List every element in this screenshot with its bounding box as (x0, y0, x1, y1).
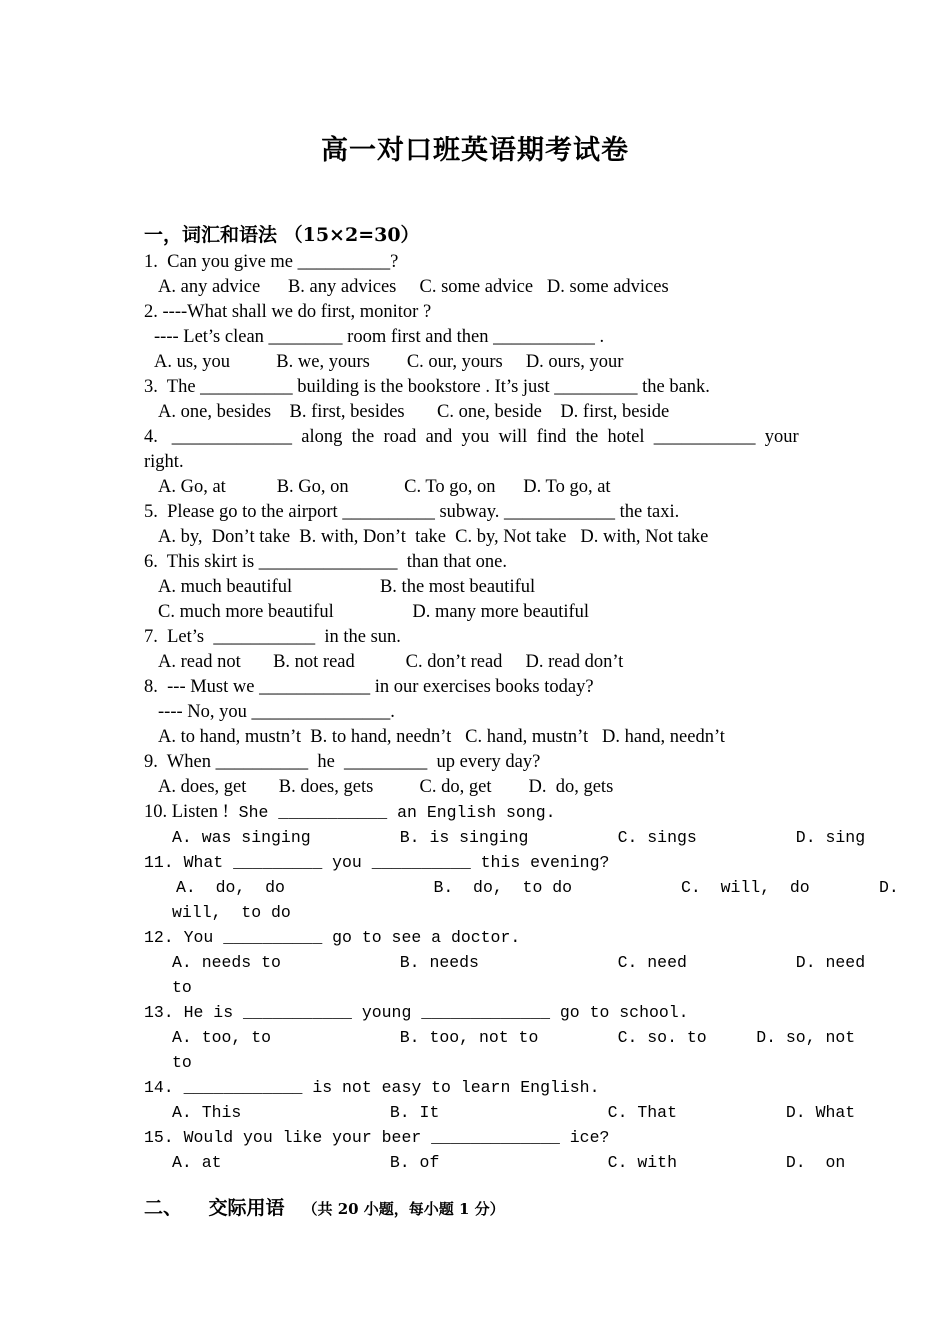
question-10-stem-a: 10. Listen ! (144, 802, 229, 822)
question-3-options: A. one, besides B. first, besides C. one, beside D. first, beside (158, 402, 670, 422)
question-7-options: A. read not B. not read C. don’t read D. read don’t (158, 652, 624, 672)
question-8-line-2: ---- No, you _______________. (158, 702, 395, 722)
question-1-options: A. any advice B. any advices C. some advice D. some advices (158, 277, 669, 297)
question-3-stem: 3. The __________ building is the bookstore . It’s just _________ the bank. (144, 377, 710, 397)
question-13-stem: 13. He is ___________ young _____________ go to school. (144, 1003, 689, 1022)
question-9-options: A. does, get B. does, gets C. do, get D. do, gets (158, 777, 614, 797)
question-14-options: A. This B. It C. That D. What (172, 1103, 856, 1122)
question-11-options: A. do, do B. do, to do C. will, do D. (176, 878, 899, 897)
section-1-heading: 一，词汇和语法 （15×2=30） (144, 224, 420, 246)
question-4-stem-cont: right. (144, 452, 184, 472)
question-8-stem: 8. --- Must we ____________ in our exercises books today? (144, 677, 594, 697)
section-2-heading-row (144, 1196, 505, 1222)
question-1-stem: 1. Can you give me __________? (144, 252, 399, 272)
question-2-line-2: ---- Let’s clean ________ room first and then ___________ . (154, 327, 605, 347)
question-11-options-cont: will, to do (172, 903, 291, 922)
question-10-stem (144, 800, 556, 825)
question-12-stem: 12. You __________ go to see a doctor. (144, 928, 521, 947)
exam-title: 高一对口班英语期考试卷 (321, 135, 629, 166)
section-2-heading: 二、 交际用语 (144, 1197, 285, 1219)
question-6-stem: 6. This skirt is _______________ than that one. (144, 552, 507, 572)
question-11-stem: 11. What _________ you __________ this evening? (144, 853, 610, 872)
question-10-stem-b: She ___________ an English song. (228, 803, 556, 822)
question-15-options: A. at B. of C. with D. on (172, 1153, 846, 1172)
section-2-note: （共 20 小题，每小题 1 分） (302, 1200, 505, 1218)
question-6-options-2: C. much more beautiful D. many more beautiful (158, 602, 590, 622)
question-2-stem: 2. ----What shall we do first, monitor ? (144, 302, 432, 322)
question-5-options: A. by, Don’t take B. with, Don’t take C. by, Not take D. with, Not take (158, 527, 709, 547)
question-15-stem: 15. Would you like your beer _____________ ice? (144, 1128, 610, 1147)
question-12-options-cont: to (172, 978, 192, 997)
question-8-options: A. to hand, mustn’t B. to hand, needn’t C. hand, mustn’t D. hand, needn’t (158, 727, 725, 747)
question-10-options: A. was singing B. is singing C. sings D. sing (172, 828, 866, 847)
question-4-options: A. Go, at B. Go, on C. To go, on D. To go, at (158, 477, 611, 497)
question-13-options: A. too, to B. too, not to C. so. to D. so, not (172, 1028, 856, 1047)
question-5-stem: 5. Please go to the airport __________ subway. ____________ the taxi. (144, 502, 680, 522)
question-4-stem: 4. _____________ along the road and you will find the hotel ___________ your (144, 427, 799, 447)
question-13-options-cont: to (172, 1053, 192, 1072)
question-6-options-1: A. much beautiful B. the most beautiful (158, 577, 536, 597)
question-2-options: A. us, you B. we, yours C. our, yours D. ours, your (154, 352, 624, 372)
question-9-stem: 9. When __________ he _________ up every day? (144, 752, 541, 772)
question-12-options: A. needs to B. needs C. need D. need (172, 953, 866, 972)
question-7-stem: 7. Let’s ___________ in the sun. (144, 627, 401, 647)
question-14-stem: 14. ____________ is not easy to learn English. (144, 1078, 600, 1097)
